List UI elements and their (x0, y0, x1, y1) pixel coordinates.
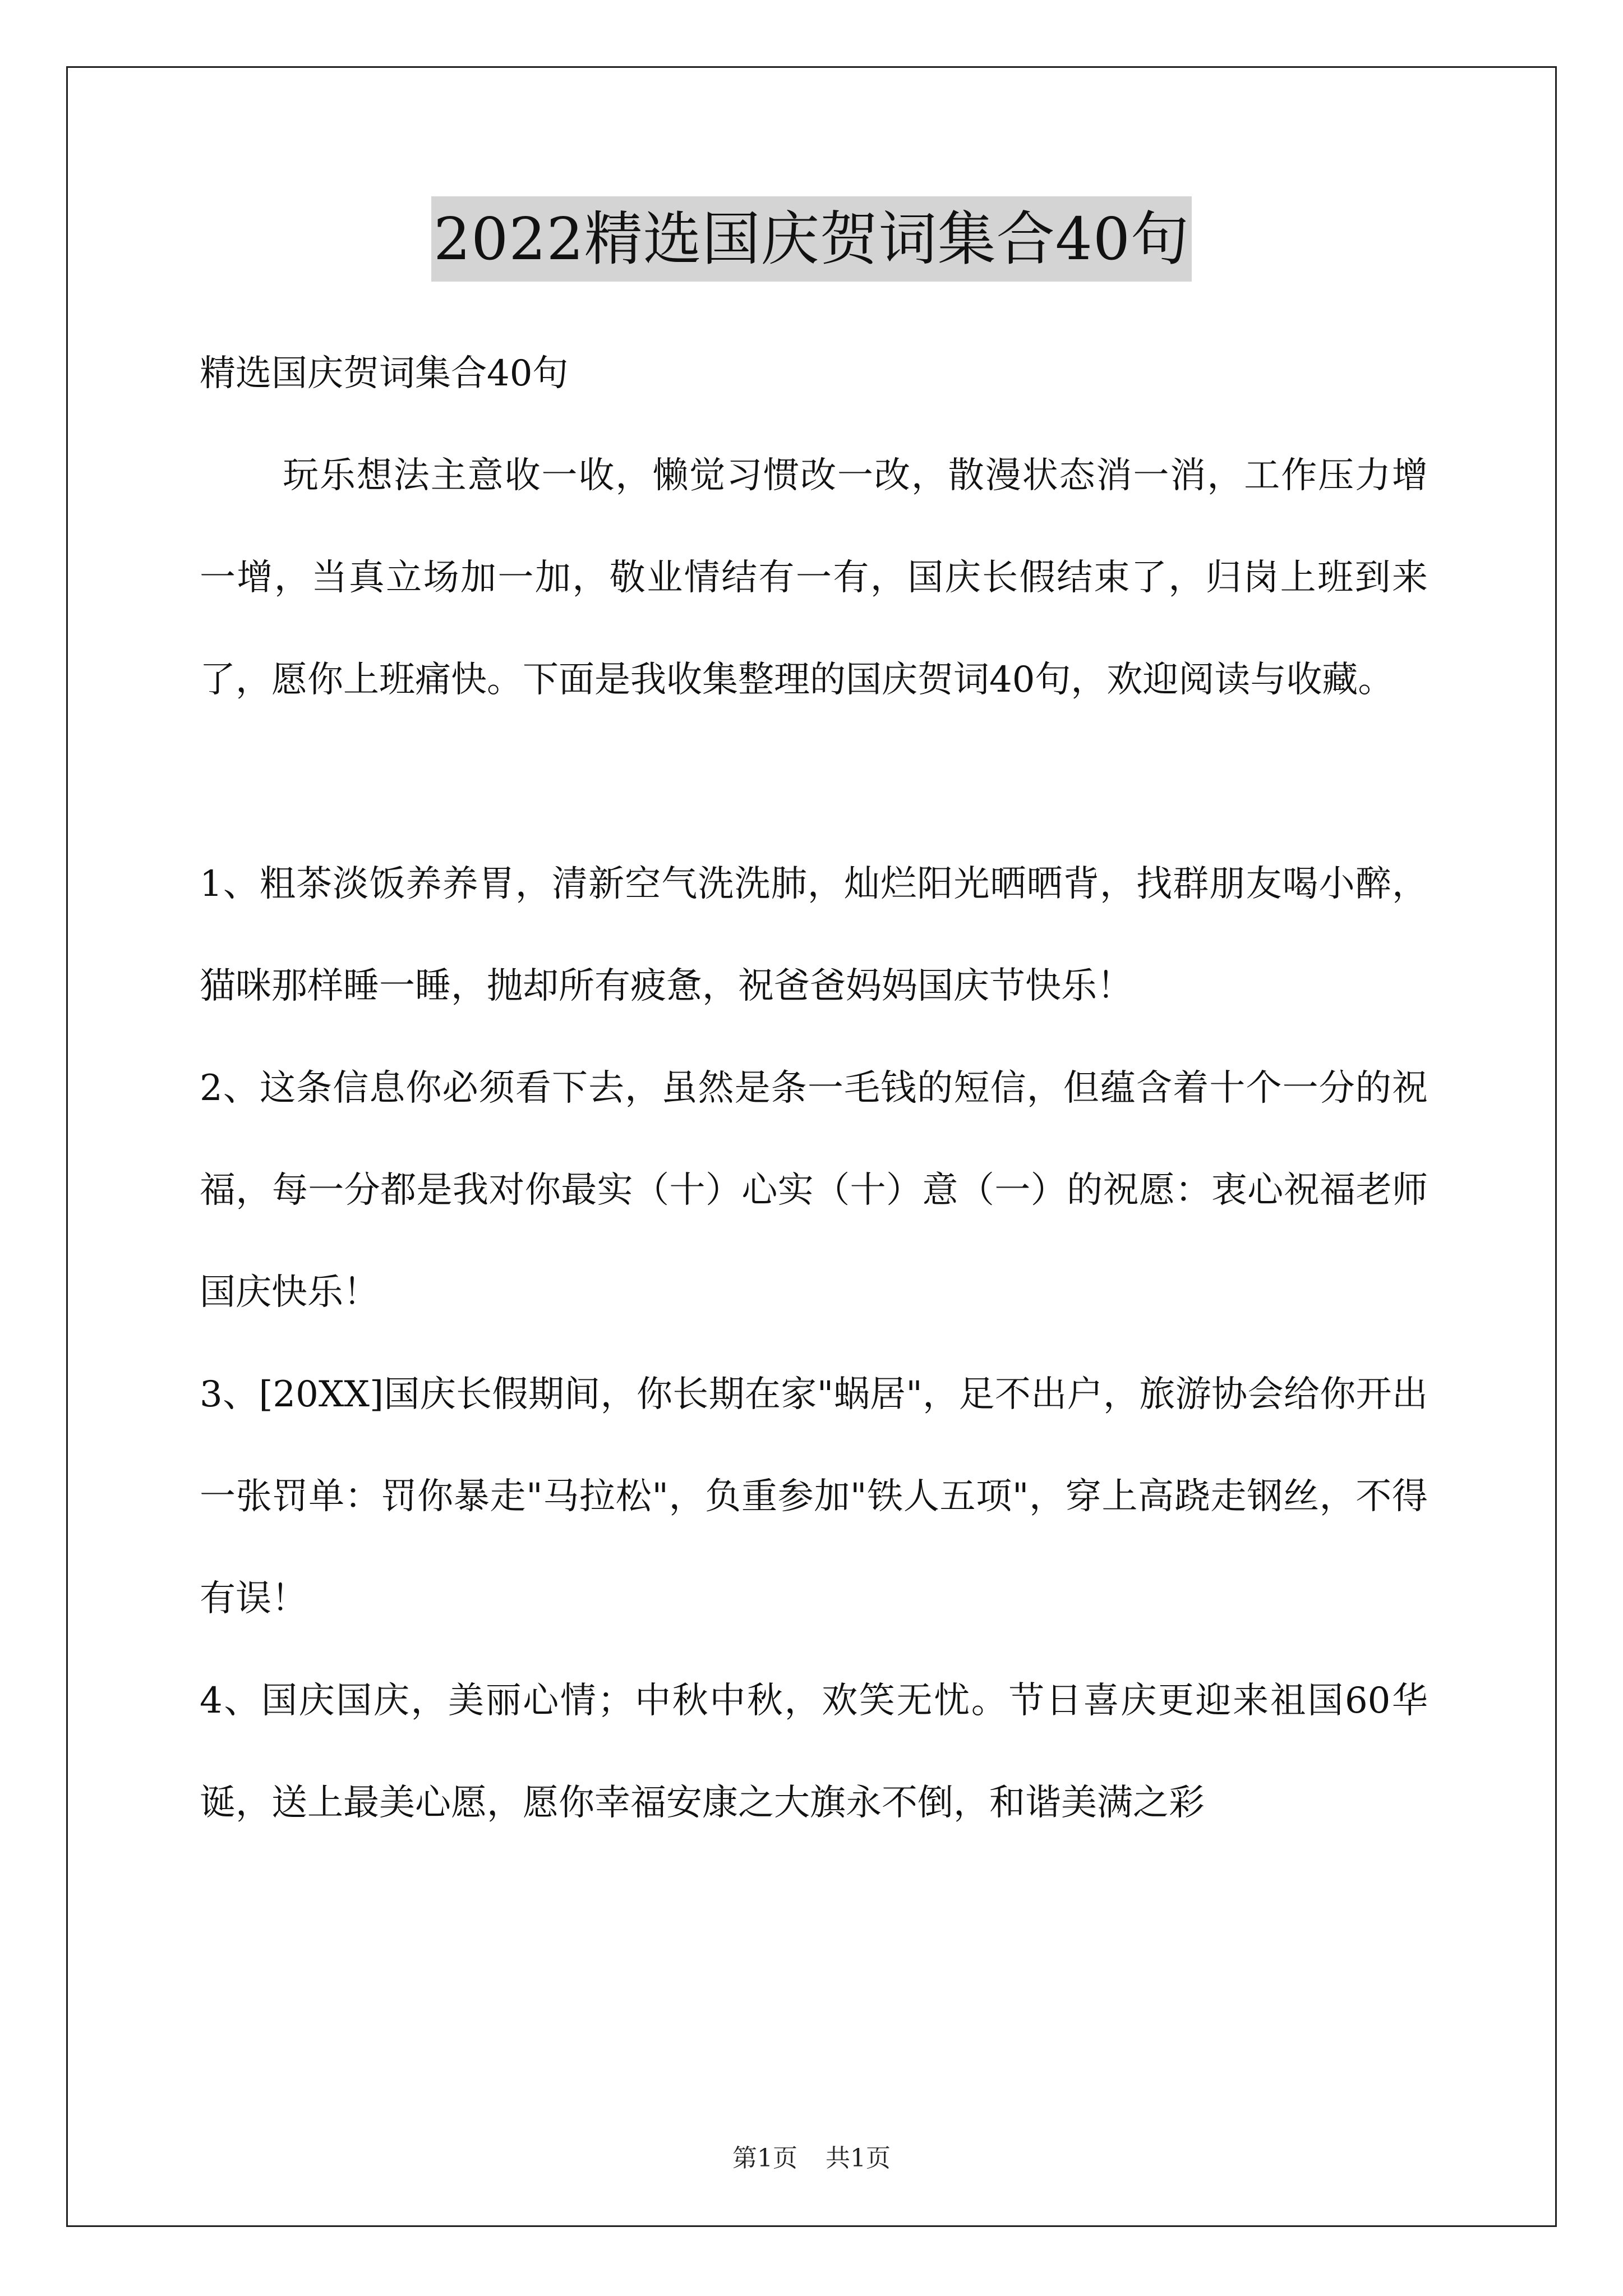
page-total: 共1页 (826, 2144, 891, 2173)
list-item: 4、国庆国庆，美丽心情；中秋中秋，欢笑无忧。节日喜庆更迎来祖国60华诞，送上最美心愿，愿你幸福安康之大旗永不倒，和谐美满之彩 (200, 1680, 1428, 1824)
list-item: 3、[20XX]国庆长假期间，你长期在家"蜗居"，足不出户，旅游协会给你开出一张罚单：罚你暴走"马拉松"，负重参加"铁人五项"，穿上高跷走钢丝，不得有误！ (200, 1374, 1428, 1619)
list-item: 2、这条信息你必须看下去，虽然是条一毛钱的短信，但蕴含着十个一分的祝福，每一分都是我对你最实（十）心实（十）意（一）的祝愿：衷心祝福老师国庆快乐！ (200, 1068, 1428, 1313)
document-title: 2022精选国庆贺词集合40句 (431, 196, 1192, 282)
list-item: 1、粗茶淡饭养养胃，清新空气洗洗肺，灿烂阳光晒晒背，找群朋友喝小醉，猫咪那样睡一睡，抛却所有疲惫，祝爸爸妈妈国庆节快乐！ (200, 863, 1428, 1007)
intro-paragraph: 玩乐想法主意收一收，懒觉习惯改一改，散漫状态消一消，工作压力增一增，当真立场加一加，敬业情结有一有，国庆长假结束了，归岗上班到来了，愿你上班痛快。下面是我收集整理的国庆贺词40句，欢迎阅读与收藏。 (200, 455, 1428, 701)
page-number: 第1页 (732, 2144, 797, 2173)
page-footer (0, 2142, 1623, 2175)
paragraph-spacer (200, 731, 1428, 833)
document-body (200, 323, 1428, 1854)
document-subtitle: 精选国庆贺词集合40句 (200, 353, 569, 394)
title-container (0, 196, 1623, 282)
